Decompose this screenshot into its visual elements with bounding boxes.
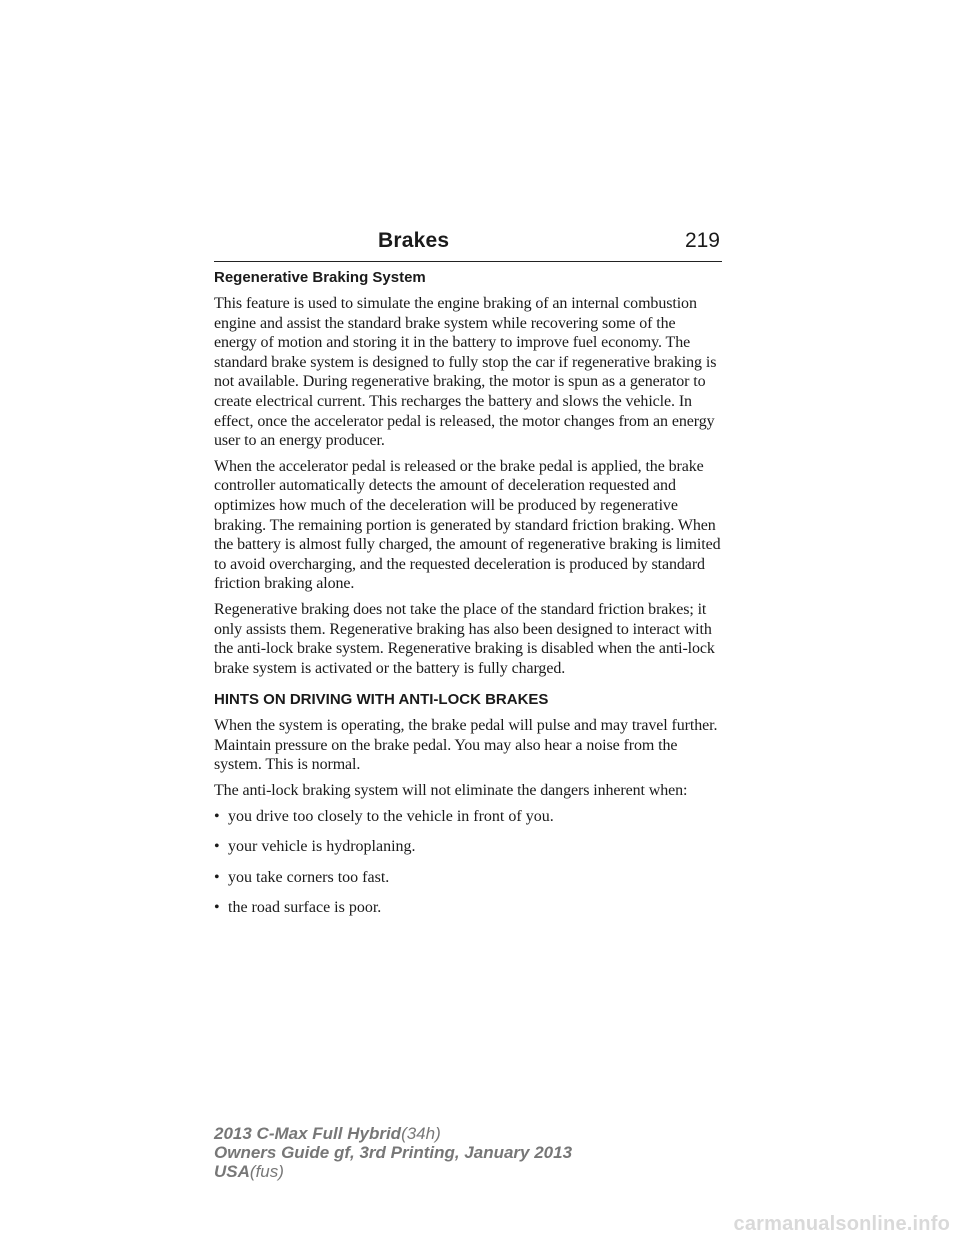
bullet-icon: • [214, 807, 220, 825]
paragraph: When the system is operating, the brake pedal will pulse and may travel further. Maintain pressure on the brake pedal. You may also hear a noise from the system. This is normal. [214, 717, 718, 774]
footer-market: USA [214, 1162, 250, 1181]
section-heading-regenerative-braking: Regenerative Braking System [214, 269, 426, 286]
page-footer [214, 1124, 572, 1181]
page-number: 219 [684, 229, 720, 252]
footer-model-code: (34h) [401, 1124, 441, 1143]
paragraph: Regenerative braking does not take the place of the standard friction brakes; it only assists them. Regenerative braking has also been designed to interact with the anti-lock brake system. Regenerative braking is disabled when the anti-lock brake system is activated or the battery is fully charged. [214, 600, 715, 677]
list-item [214, 807, 722, 827]
list-item [214, 837, 722, 857]
list-item [214, 868, 722, 888]
paragraph: When the accelerator pedal is released or the brake pedal is applied, the brake controller automatically detects the amount of deceleration requested and optimizes how much of the deceleration will be produced by regenerative braking. The remaining portion is generated by standard friction braking. When the battery is almost fully charged, the amount of regenerative braking is limited to avoid overcharging, and the requested deceleration is produced by standard friction braking alone. [214, 457, 721, 593]
paragraph: The anti-lock braking system will not eliminate the dangers inherent when: [214, 782, 688, 800]
list-item-text: your vehicle is hydroplaning. [228, 838, 416, 856]
footer-line-market [214, 1162, 572, 1181]
list-item-text: you take corners too fast. [228, 868, 390, 886]
bullet-icon: • [214, 838, 220, 856]
page-content [214, 268, 722, 929]
list-item-text: the road surface is poor. [228, 899, 382, 917]
list-item-text: you drive too closely to the vehicle in front of you. [228, 807, 554, 825]
page-header [214, 227, 722, 262]
list-item [214, 898, 722, 918]
footer-line-model [214, 1124, 572, 1143]
watermark-text: carmanualsonline.info [733, 1213, 950, 1235]
footer-market-code: (fus) [249, 1162, 284, 1181]
bullet-icon: • [214, 899, 220, 917]
bullet-icon: • [214, 868, 220, 886]
bullet-list [214, 807, 722, 918]
chapter-title: Brakes [378, 229, 450, 252]
paragraph: This feature is used to simulate the engine braking of an internal combustion engine and assist the standard brake system while recovering some of the energy of motion and storing it in the battery to improve fuel economy. The standard brake system is designed to fully stop the car if regenerative braking is not available. During regenerative braking, the motor is spun as a generator to create electrical current. This recharges the battery and slows the vehicle. In effect, once the accelerator pedal is released, the motor changes from an energy user to an energy producer. [214, 295, 717, 450]
footer-line-printing: Owners Guide gf, 3rd Printing, January 2013 [214, 1143, 573, 1162]
section-heading-anti-lock-hints: HINTS ON DRIVING WITH ANTI-LOCK BRAKES [214, 691, 549, 709]
footer-model-name: 2013 C-Max Full Hybrid [214, 1124, 402, 1143]
